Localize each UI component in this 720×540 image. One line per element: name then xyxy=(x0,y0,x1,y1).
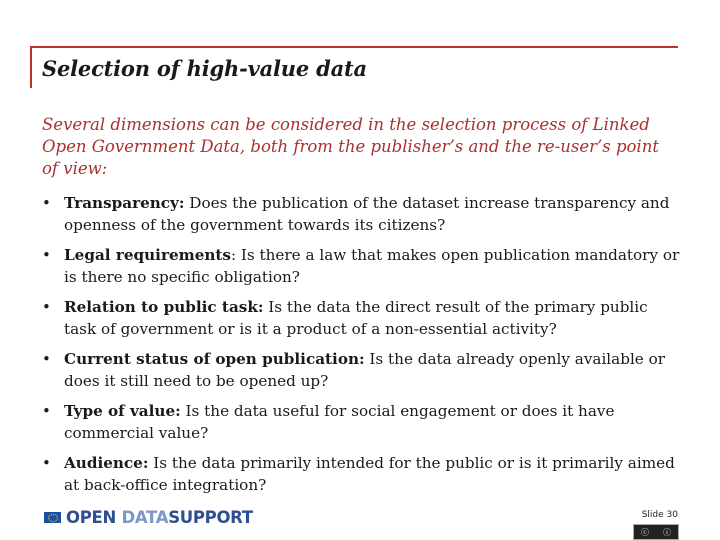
bullet-text: Is the data useful for social engagement or does it have commercial value? xyxy=(64,402,615,442)
bullet-icon: • xyxy=(42,454,51,472)
bullet-term: Audience: xyxy=(64,454,149,472)
bullet-type-of-value xyxy=(42,401,682,444)
intro-text: Several dimensions can be considered in the selection process of Linked Open Government Data, both from the publisher’s and the re-user’s point of view: xyxy=(42,115,659,178)
cc-icon: ⓒ xyxy=(641,527,649,537)
bullet-term: Legal requirements xyxy=(64,246,231,264)
bullet-legal-requirements xyxy=(42,245,682,288)
bullet-audience xyxy=(42,453,682,496)
bullet-icon: • xyxy=(42,350,51,368)
bullet-term: Current status of open publication: xyxy=(64,350,365,368)
bullet-icon: • xyxy=(42,402,51,420)
open-data-support-logo xyxy=(44,506,253,528)
bullet-term: Type of value: xyxy=(64,402,181,420)
bullet-icon: • xyxy=(42,246,51,264)
bullet-text: : Is there a law that makes open publication mandatory or is there no specific obligation? xyxy=(64,246,680,286)
bullet-term: Relation to public task: xyxy=(64,298,264,316)
bullet-current-status xyxy=(42,349,682,392)
by-icon: ⓘ xyxy=(663,527,671,537)
bullet-icon: • xyxy=(42,298,51,316)
bullet-text: Is the data primarily intended for the public or is it primarily aimed at back-office integration? xyxy=(64,454,675,494)
slide-title: Selection of high-value data xyxy=(42,56,367,81)
bullet-text: Does the publication of the dataset increase transparency and openness of the government towards its citizens? xyxy=(64,194,670,234)
bullet-relation-to-public-task xyxy=(42,297,682,340)
bullet-text: Is the data the direct result of the primary public task of government or is it a product of a non-essential activity? xyxy=(64,298,648,338)
bullet-transparency xyxy=(42,193,682,236)
slide-number: Slide 30 xyxy=(641,510,678,520)
title-divider xyxy=(30,46,678,48)
creative-commons-badge xyxy=(633,524,679,540)
bullet-text: Is the data already openly available or does it still need to be opened up? xyxy=(64,350,666,390)
bullet-icon: • xyxy=(42,194,51,212)
eu-flag-icon xyxy=(44,512,61,523)
bullet-list xyxy=(42,193,682,505)
logo-wordmark: OPEN DATASUPPORT xyxy=(66,507,253,527)
title-accent-bar xyxy=(30,46,32,88)
bullet-term: Transparency: xyxy=(64,194,185,212)
